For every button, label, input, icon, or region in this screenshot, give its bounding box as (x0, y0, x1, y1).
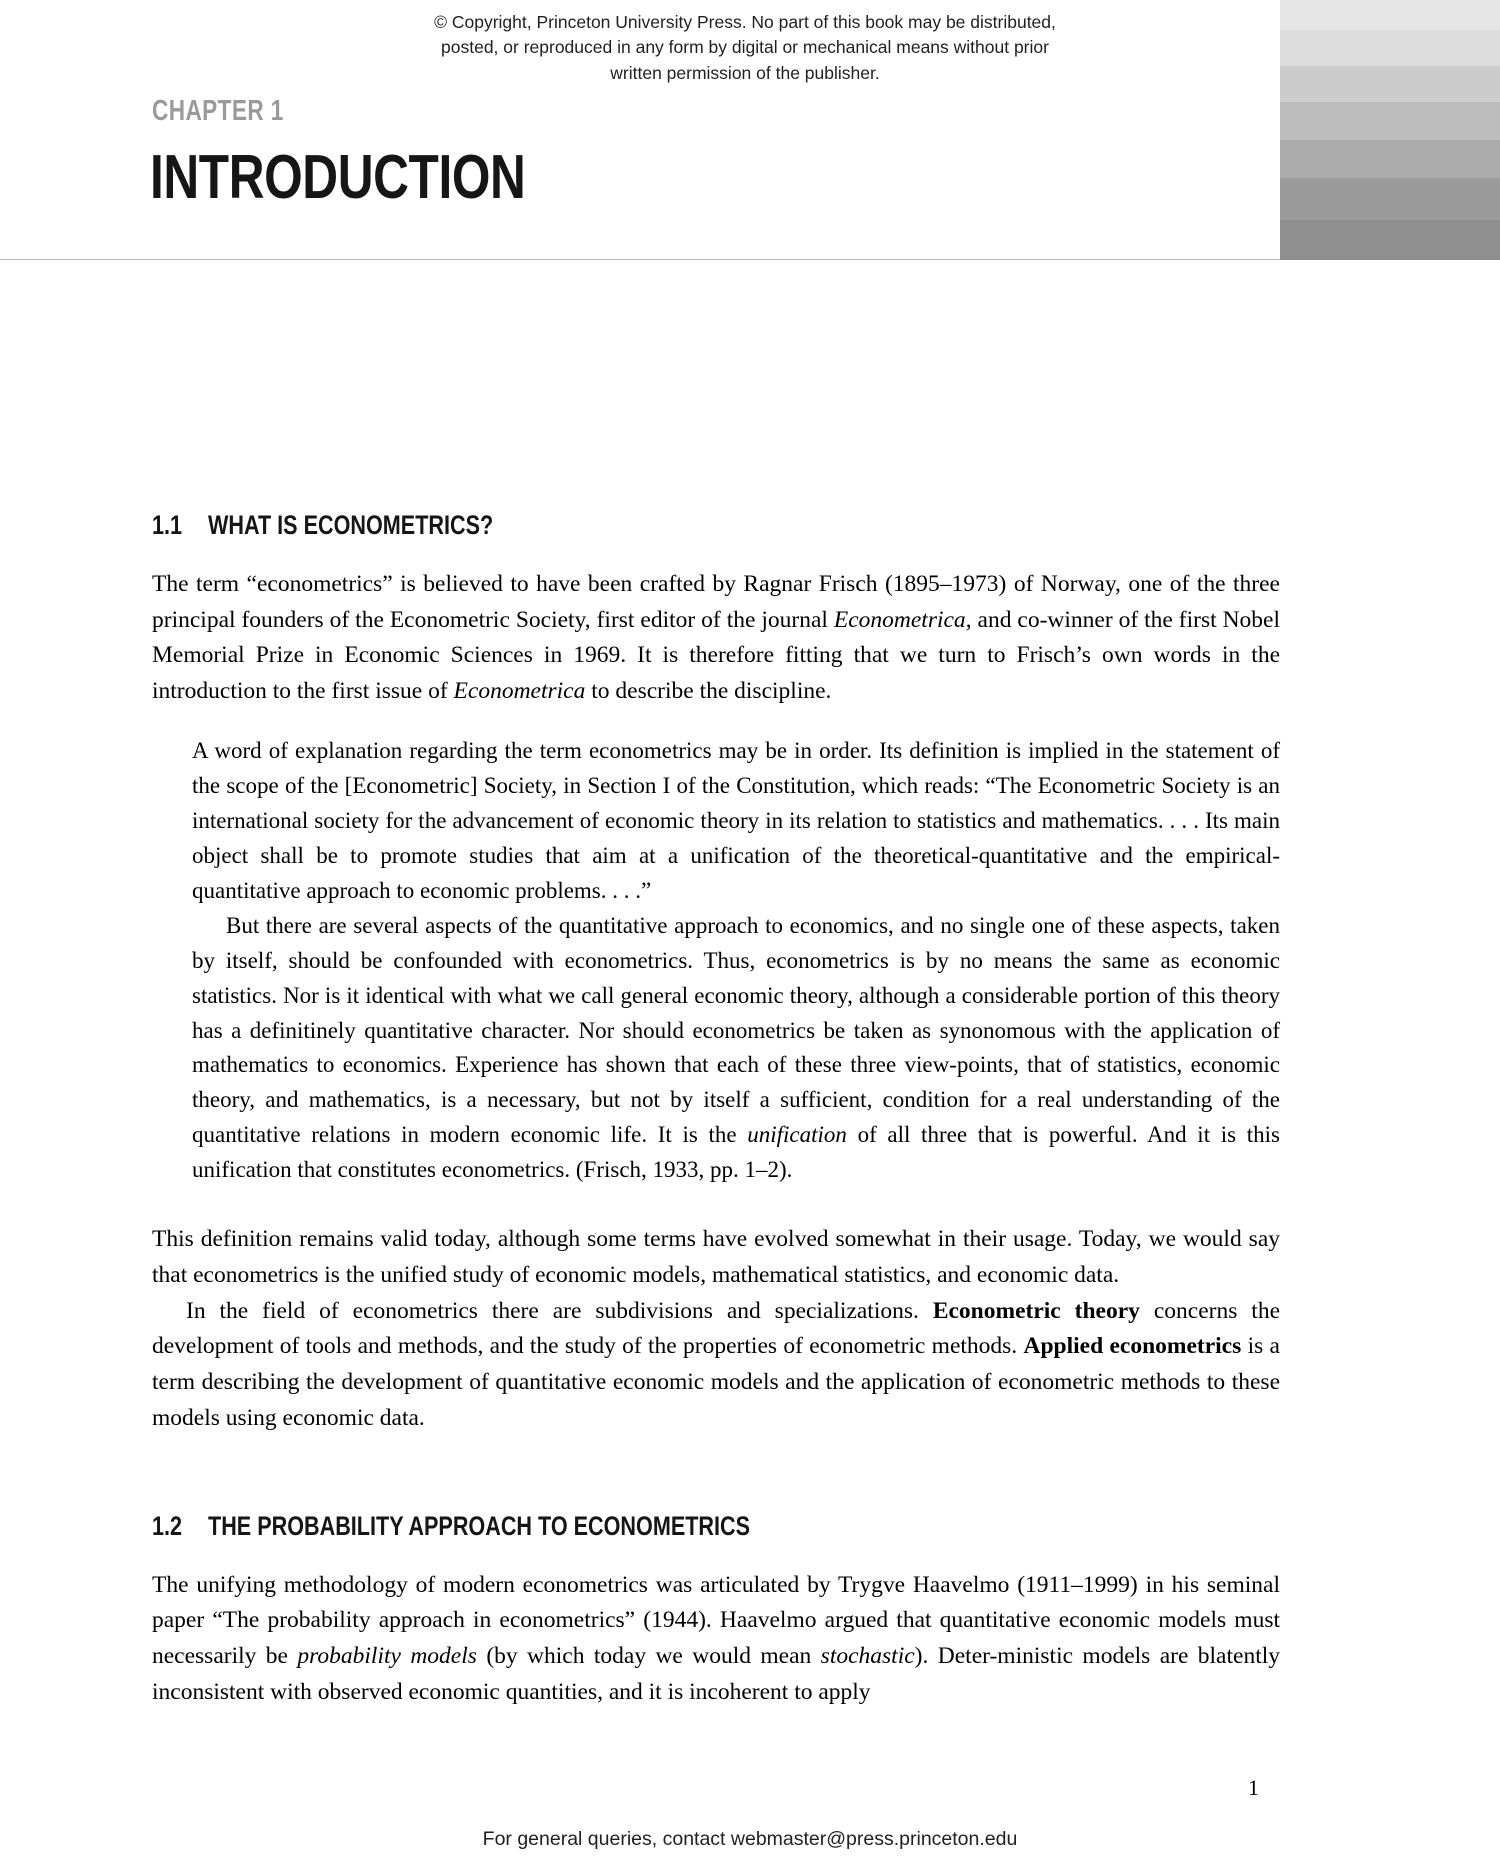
section-number: 1.2 (152, 1510, 183, 1541)
bold-run: Applied econometrics (1023, 1333, 1242, 1360)
text-run: In the field of econometrics there are subdivisions and specializations. (186, 1297, 933, 1324)
decorative-band (1280, 30, 1500, 66)
text-run: to describe the discipline. (585, 678, 832, 705)
text-run: The term “econometrics” is believed to have been crafted by Ragnar Frisch (1895–1973) of Norway, one of the three principal founders of the Econometric Society, first editor of the journal (152, 571, 1280, 633)
section-number: 1.1 (152, 510, 183, 540)
decorative-band (1280, 66, 1500, 102)
decorative-band (1280, 178, 1500, 220)
decorative-band (1280, 140, 1500, 178)
quote-paragraph-1: A word of explanation regarding the term econometrics may be in order. Its definition is implied in the statement of the scope of the [Econometric] Society, in Section I of the Constitution, which reads: “The Econometric Society is an international society for the advancement of economic theory in its relation to statistics and mathematics. . . . Its main object shall be to promote studies that aim at a unification of the theoretical-quantitative and the empirical-quantitative approach to economic problems. . . .” (192, 737, 1280, 903)
text-run: The unifying methodology of modern econometrics was articulated by Trygve Haavelmo (1911–1999) in his seminal paper “The probability approach in econometrics” (1944). Haavelmo argued that quantitative economic models must necessarily be (152, 1571, 1280, 1670)
header-divider (0, 259, 1280, 260)
italic-run: unification (747, 1122, 847, 1148)
text-run: , and co-winner of the first Nobel Memorial Prize in Economic Sciences in 1969. It is therefore fitting that we turn to Frisch’s own words in the introduction to the first issue of (152, 606, 1281, 705)
page-number: 1 (1248, 1775, 1259, 1800)
block-quote (192, 734, 1280, 1188)
paragraph-definition: This definition remains valid today, although some terms have evolved somewhat in their usage. Today, we would say that econometrics is the unified study of economic models, mathematical statistics, and economic data. (152, 1226, 1280, 1288)
text-run: ). Deter-ministic models are blatently inconsistent with observed economic quantities, and it is incoherent to apply (152, 1643, 1280, 1705)
text-run: of all three that is powerful. And it is this unification that constitutes econometrics. (Frisch, 1933, pp. 1–2). (192, 1122, 1280, 1183)
italic-run: probability models (297, 1643, 477, 1670)
section-title: THE PROBABILITY APPROACH TO ECONOMETRICS (208, 1510, 751, 1541)
italic-run: Econometrica (453, 678, 586, 705)
decorative-band (1280, 0, 1500, 30)
section-title: WHAT IS ECONOMETRICS? (208, 510, 494, 540)
italic-run: Econometrica (833, 606, 966, 633)
paragraph-subdivisions (152, 1294, 1280, 1437)
text-run: concerns the development of tools and methods, and the study of the properties of econometric methods. (152, 1297, 1281, 1360)
section-heading-1-2 (152, 1511, 1280, 1542)
copyright-notice: © Copyright, Princeton University Press. No part of this book may be distributed, posted, or reproduced in any form by digital or mechanical means without prior written permission of the publisher. (434, 12, 1056, 83)
paragraph-intro (152, 567, 1280, 710)
page-title: INTRODUCTION (150, 143, 526, 212)
decorative-band (1280, 102, 1500, 140)
text-run: But there are several aspects of the quantitative approach to economics, and no single one of these aspects, taken by itself, should be confounded with econometrics. Thus, econometrics is by no means the same as economic statistics. Nor is it identical with what we call general economic theory, although a considerable portion of this theory has a definitinely quantitative character. Nor should econometrics be taken as synonomous with the application of mathematics to economics. Experience has shown that each of these three view-points, that of statistics, economic theory, and mathematics, is a necessary, but not by itself a sufficient, condition for a real understanding of the quantitative relations in modern economic life. It is the (192, 912, 1280, 1148)
quote-paragraph-2 (192, 909, 1280, 1189)
decorative-band (1280, 220, 1500, 260)
section-heading-1-1 (152, 510, 1280, 541)
text-run: (by which today we would mean (476, 1643, 821, 1670)
chapter-label: CHAPTER 1 (152, 95, 284, 127)
document-body (152, 510, 1280, 1710)
italic-run: stochastic (820, 1643, 915, 1670)
decorative-bands (1280, 0, 1500, 260)
bold-run: Econometric theory (932, 1297, 1140, 1324)
chapter-header (0, 0, 1500, 260)
footer-note: For general queries, contact webmaster@press.princeton.edu (482, 1828, 1018, 1850)
text-run: is a term describing the development of quantitative economic models and the application of econometric methods to these models using economic data. (152, 1333, 1280, 1431)
paragraph-probability (152, 1568, 1280, 1711)
